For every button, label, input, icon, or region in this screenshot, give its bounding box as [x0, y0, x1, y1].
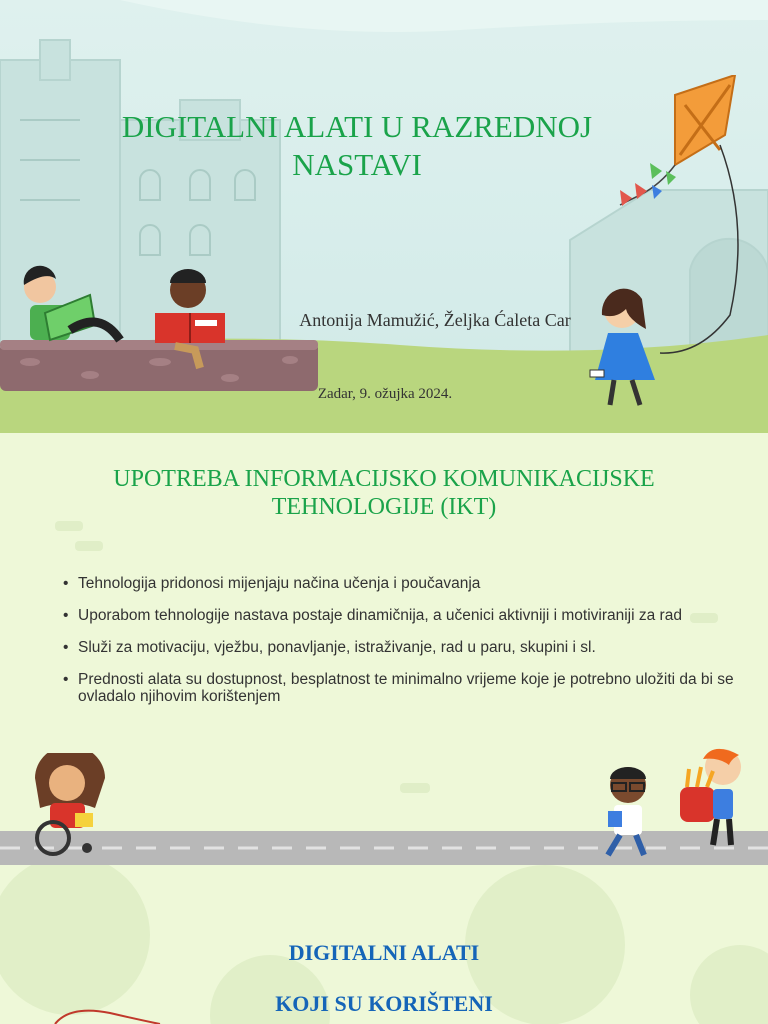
bullet-item: • Tehnologija pridonosi mijenjaju načina učenja i poučavanja: [78, 575, 748, 592]
bullet-item: • Uporabom tehnologije nastava postaje dinamičnija, a učenici aktivniji i motiviraniji za rad: [78, 607, 748, 624]
ikt-bullet-list: [60, 575, 748, 720]
ikt-slide-title: [40, 465, 728, 521]
digital-tools-title: DIGITALNI ALATI: [288, 940, 480, 965]
boy-with-backpack-illustration: [675, 745, 755, 855]
reading-girl-illustration: [150, 268, 240, 378]
digital-tools-slide: [0, 865, 768, 1024]
ikt-title-line-1: UPOTREBA INFORMACIJSKO KOMUNIKACIJSKE: [113, 466, 655, 492]
reading-boy-illustration: [15, 265, 135, 355]
title-slide: [0, 0, 768, 433]
date-text: Zadar, 9. ožujka 2024.: [317, 386, 453, 402]
boy-with-glasses-illustration: [600, 763, 660, 863]
bullet-item: • Prednosti alata su dostupnost, besplatnost te minimalno vrijeme koje je potrebno uložiti da bi se ovladalo njihovim korištenjem: [78, 671, 748, 705]
ikt-slide: [0, 433, 768, 865]
bullet-item: • Služi za motivaciju, vježbu, ponavljanje, istraživanje, rad u paru, skupini i sl.: [78, 639, 748, 656]
digital-tools-subtitle: KOJI SU KORIŠTENI: [275, 991, 493, 1016]
ikt-title-line-2: TEHNOLOGIJE (IKT): [271, 494, 497, 520]
authors-text: Antonija Mamužić, Željka Ćaleta Car: [299, 310, 571, 330]
wheelchair-kid-illustration: [25, 753, 115, 863]
presentation-title: DIGITALNI ALATI U RAZREDNOJ NASTAVI: [121, 109, 593, 182]
